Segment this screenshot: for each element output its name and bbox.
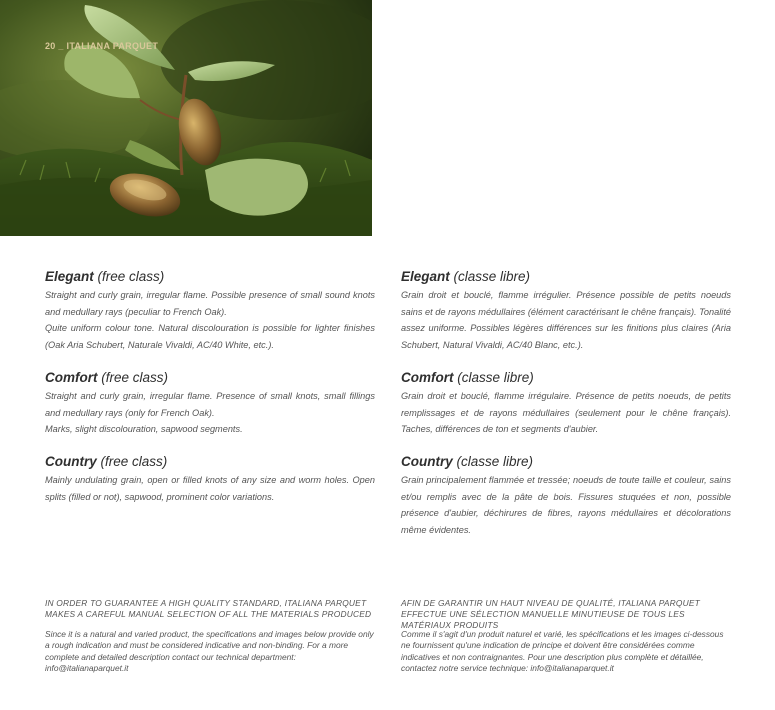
section-name: Elegant: [45, 269, 94, 284]
footer-text-en: Since it is a natural and varied product, the specifications and images below provide only a rough indication and must be considered indicative and non-binding. For a more complete and detailed description contact our technical department: info@italianaparquet.it: [45, 629, 374, 673]
section-country-en: [45, 453, 375, 505]
section-paragraph: Mainly undulating grain, open or filled knots of any size and worm holes. Open splits (filled or not), sapwood, prominent color variations.: [45, 475, 375, 502]
footer-title-en: IN ORDER TO GUARANTEE A HIGH QUALITY STANDARD, ITALIANA PARQUET MAKES A CAREFUL MANUAL SELECTION OF ALL THE MATERIALS PRODUCED: [45, 598, 372, 619]
footer-text-fr: Comme il s'agit d'un produit naturel et varié, les spécifications et les images ci-dessous ne fournissent qu'une indication de principe et doivent être considérées comme indicatives et non contraignantes. Pour une description plus complète et détaillée, contactez notre service technique: info@italianaparquet.it: [401, 629, 724, 673]
section-class: (classe libre): [456, 454, 534, 469]
section-heading: [45, 369, 375, 386]
header-photo: [0, 0, 372, 236]
section-class: (classe libre): [453, 269, 531, 284]
section-heading: [45, 268, 375, 285]
page-label: 20 _ ITALIANA PARQUET: [45, 41, 159, 51]
section-elegant-fr: [401, 268, 731, 353]
section-heading: [45, 453, 375, 470]
section-name: Elegant: [401, 269, 450, 284]
section-paragraph: Straight and curly grain, irregular flame. Possible presence of small sound knots and medullary rays (peculiar to French Oak).: [45, 290, 375, 317]
section-paragraph: Grain droit et bouclé, flamme irrégulaire. Présence de petits noeuds, de petits remplissages et de rayons médullaires (seulement pour le chêne français). Taches, différences de ton et segments d'aubier.: [401, 391, 731, 434]
section-class: (classe libre): [457, 370, 534, 385]
section-paragraph: Grain droit et bouclé, flamme irrégulier. Présence possible de petits noeuds sains et de rayons médullaires (élément caractérisant le chêne français). Tonalité assez uniforme. Possibles légères différences sur les finitions plus claires (Aria Schubert, Natural Vivaldi, AC/40 Blanc, etc.).: [401, 290, 731, 350]
section-name: Comfort: [401, 370, 454, 385]
footer-title-fr: AFIN DE GARANTIR UN HAUT NIVEAU DE QUALITÉ, ITALIANA PARQUET EFFECTUE UNE SÉLECTION MANUELLE MINUTIEUSE DE TOUS LES MATÉRIAUX PRODUITS: [401, 598, 700, 630]
section-country-fr: [401, 453, 731, 538]
section-class: (free class): [100, 454, 168, 469]
section-elegant-en: [45, 268, 375, 353]
section-comfort-en: [45, 369, 375, 438]
section-paragraph: Straight and curly grain, irregular flame. Presence of small knots, small fillings and medullary rays (only for French Oak).: [45, 391, 375, 418]
section-paragraph: Marks, slight discolouration, sapwood segments.: [45, 424, 243, 434]
section-heading: [401, 453, 731, 470]
section-paragraph: Quite uniform colour tone. Natural discolouration is possible for lighter finishes (Oak Aria Schubert, Naturale Vivaldi, AC/40 White, etc.).: [45, 323, 375, 350]
section-name: Comfort: [45, 370, 98, 385]
section-class: (free class): [97, 269, 165, 284]
section-comfort-fr: [401, 369, 731, 438]
section-name: Country: [401, 454, 453, 469]
section-heading: [401, 369, 731, 386]
section-class: (free class): [101, 370, 169, 385]
section-heading: [401, 268, 731, 285]
section-name: Country: [45, 454, 97, 469]
section-paragraph: Grain principalement flammée et tressée; noeuds de toute taille et couleur, sains et/ou remplis avec de la pâte de bois. Fissures stuquées et non, possible présence d'aubier, déchirures de fibres, rayons médullaires et décolorations même évidentes.: [401, 475, 731, 535]
oak-seedling-icon: [0, 0, 372, 236]
